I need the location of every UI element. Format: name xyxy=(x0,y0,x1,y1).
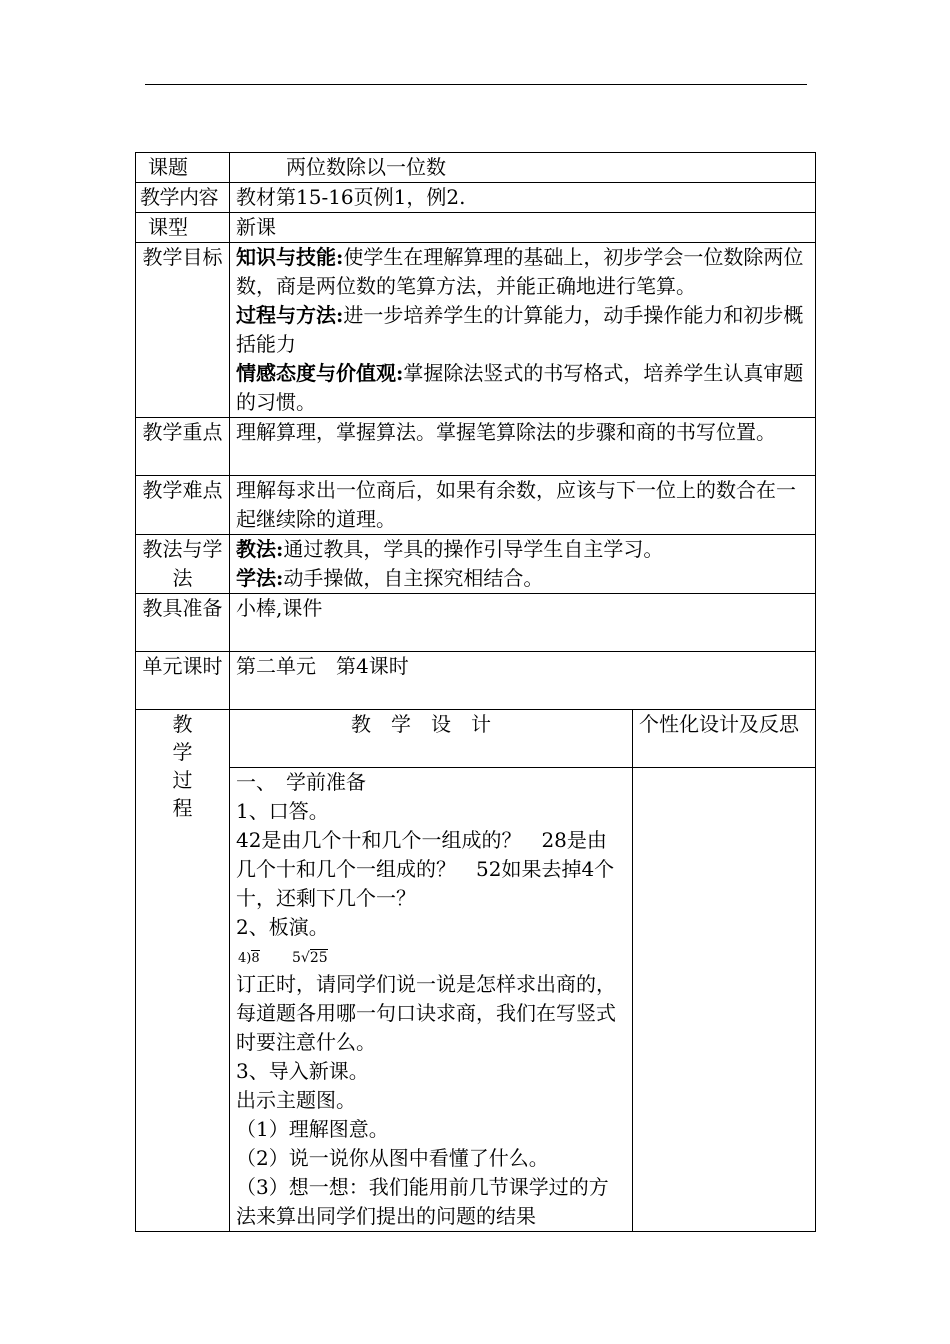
row-tools xyxy=(136,594,816,652)
page-header-rule xyxy=(145,84,807,85)
type-value: 新课 xyxy=(230,213,816,243)
design-line: 出示主题图。 xyxy=(236,1088,356,1112)
design-line: （1）理解图意。 xyxy=(236,1117,389,1141)
design-line: 1、口答。 xyxy=(236,799,329,823)
long-division-b: 5√25 xyxy=(292,950,328,966)
unit-label: 单元课时 xyxy=(136,652,230,710)
design-content xyxy=(230,768,633,1232)
method-teaching-head: 教法: xyxy=(236,537,284,561)
key-label: 教学重点 xyxy=(136,418,230,476)
method-label: 教法与学法 xyxy=(136,535,230,594)
tools-label: 教具准备 xyxy=(136,594,230,652)
unit-value: 第二单元 第4课时 xyxy=(230,652,816,710)
goal-process xyxy=(236,301,809,359)
type-label: 课型 xyxy=(136,213,230,243)
design-line: 42是由几个十和几个一组成的？ 28是由几个十和几个一组成的？ 52如果去掉4个十，还剩下几个一？ xyxy=(236,828,615,910)
row-difficult-points xyxy=(136,476,816,535)
method-value xyxy=(230,535,816,594)
design-line: 3、导入新课。 xyxy=(236,1059,369,1083)
goal-knowledge-head: 知识与技能: xyxy=(236,245,344,269)
row-title xyxy=(136,153,816,183)
design-line: 2、板演。 xyxy=(236,915,329,939)
row-methods xyxy=(136,535,816,594)
goal-knowledge-text: 使学生在理解算理的基础上，初步学会一位数除两位数，商是两位数的笔算方法，并能正确地进行笔算。 xyxy=(236,245,804,298)
lesson-plan-table xyxy=(135,152,816,1232)
key-value: 理解算理，掌握算法。掌握笔算除法的步骤和商的书写位置。 xyxy=(230,418,816,476)
method-learning-text: 动手操做，自主探究相结合。 xyxy=(283,566,544,590)
title-value: 两位数除以一位数 xyxy=(230,153,816,183)
reflection-header: 个性化设计及反思 xyxy=(633,710,816,768)
difficult-value: 理解每求出一位商后，如果有余数，应该与下一位上的数合在一起继续除的道理。 xyxy=(230,476,816,535)
process-label-char: 程 xyxy=(172,796,193,820)
design-header: 教学设计 xyxy=(230,710,633,768)
row-content xyxy=(136,183,816,213)
long-division-a: 4)8 xyxy=(238,951,260,966)
goals-label: 教学目标 xyxy=(136,243,230,418)
method-learning-head: 学法: xyxy=(236,566,284,590)
tools-value: 小棒,课件 xyxy=(230,594,816,652)
design-line: 订正时，请同学们说一说是怎样求出商的，每道题各用哪一句口诀求商，我们在写竖式时要注意什么。 xyxy=(236,972,616,1054)
row-type xyxy=(136,213,816,243)
process-label xyxy=(136,710,230,1232)
title-label: 课题 xyxy=(136,153,230,183)
goal-process-head: 过程与方法: xyxy=(236,303,344,327)
method-teaching xyxy=(236,535,809,564)
design-line: （2）说一说你从图中看懂了什么。 xyxy=(236,1146,549,1170)
row-key-points xyxy=(136,418,816,476)
board-exercises xyxy=(236,942,626,970)
content-label: 教学内容 xyxy=(136,183,230,213)
row-unit xyxy=(136,652,816,710)
method-learning xyxy=(236,564,809,593)
design-line: 一、 学前准备 xyxy=(236,770,366,794)
goal-attitude-text: 掌握除法竖式的书写格式，培养学生认真审题的习惯。 xyxy=(236,361,804,414)
content-value: 教材第15-16页例1，例2. xyxy=(230,183,816,213)
method-teaching-text: 通过教具，学具的操作引导学生自主学习。 xyxy=(283,537,664,561)
goal-attitude-head: 情感态度与价值观: xyxy=(236,361,404,385)
row-process-body xyxy=(136,768,816,1232)
row-goals xyxy=(136,243,816,418)
goals-value xyxy=(230,243,816,418)
process-label-char: 学 xyxy=(172,740,193,764)
goal-process-text: 进一步培养学生的计算能力，动手操作能力和初步概括能力 xyxy=(236,303,804,356)
difficult-label: 教学难点 xyxy=(136,476,230,535)
process-label-char: 教 xyxy=(172,712,193,736)
goal-attitude xyxy=(236,359,809,417)
reflection-content xyxy=(633,768,816,1232)
goal-knowledge xyxy=(236,243,809,301)
design-line: （3）想一想：我们能用前几节课学过的方法来算出同学们提出的问题的结果 xyxy=(236,1175,609,1228)
process-label-char: 过 xyxy=(172,768,193,792)
row-process-header xyxy=(136,710,816,768)
